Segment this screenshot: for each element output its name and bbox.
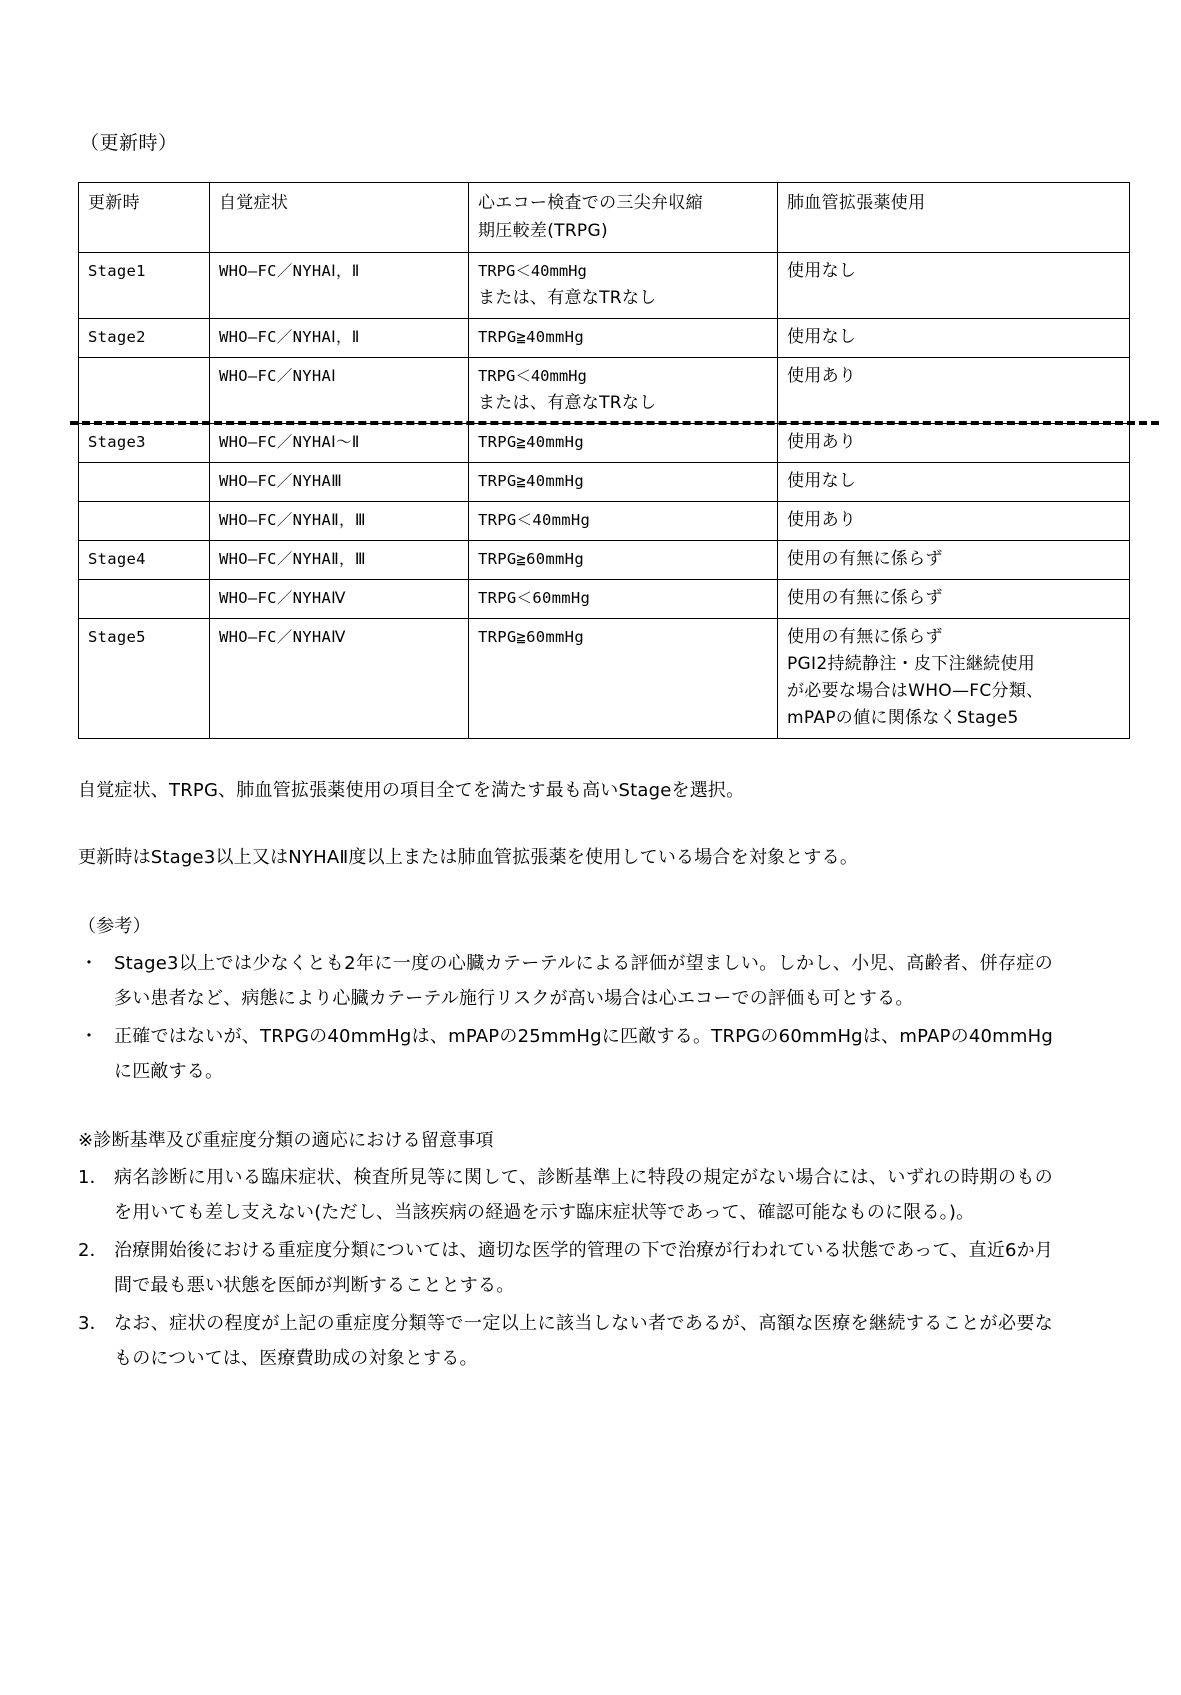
list-item [78,946,1053,1016]
list-item [78,1160,1053,1230]
cell-trpg: TRPG＜40mmHg [469,502,778,541]
table-header [79,183,1130,253]
cell-trpg: TRPG＜60mmHg [469,580,778,619]
cell-trpg: TRPG≧60mmHg [469,541,778,580]
cell-stage [79,502,210,541]
cell-drug: 使用あり [778,358,1130,424]
cell-drug-line4: mPAPの値に関係なくStage5 [787,708,1019,728]
list-item-text: なお、症状の程度が上記の重症度分類等で一定以上に該当しない者であるが、高額な医療を継続することが必要なものについては、医療費助成の対象とする。 [114,1313,1053,1369]
cell-drug: 使用の有無に係らず [778,580,1130,619]
cell-drug: 使用なし [778,319,1130,358]
table-header-row [79,183,1130,253]
cell-trpg: TRPG≧40mmHg [469,424,778,463]
cell-stage: Stage4 [79,541,210,580]
cell-trpg: TRPG≧40mmHg [469,463,778,502]
header-trpg-line1: 心エコー検査での三尖弁収縮 [478,193,703,213]
cell-drug-line3: が必要な場合はWHO—FC分類、 [787,681,1044,701]
section-label: （更新時） [80,133,178,154]
header-trpg-line2: 期圧較差(TRPG) [478,221,608,241]
cell-trpg-line2: または、有意なTRなし [478,288,657,308]
header-symptoms: 自覚症状 [210,183,469,253]
severity-table-container [78,182,1053,739]
cell-drug [778,619,1130,739]
list-item-text: 正確ではないが、TRPGの40mmHgは、mPAPの25mmHgに匹敵する。TRPGの60mmHgは、mPAPの40mmHgに匹敵する。 [114,1026,1053,1082]
cell-symptoms: WHO—FC／NYHAⅣ [210,580,469,619]
cell-stage [79,580,210,619]
cell-symptoms: WHO—FC／NYHAⅠ，Ⅱ [210,319,469,358]
cell-drug: 使用あり [778,502,1130,541]
cell-trpg-line1: TRPG＜40mmHg [478,262,587,280]
list-item-text: Stage3以上では少なくとも2年に一度の心臓カテーテルによる評価が望ましい。しかし、小児、高齢者、併存症の多い患者など、病態により心臓カテーテル施行リスクが高い場合は心エコーでの評価も可とする。 [114,953,1053,1009]
cell-drug-line1: 使用の有無に係らず [787,627,943,647]
table-row [79,424,1130,463]
cell-trpg [469,358,778,424]
cell-symptoms: WHO—FC／NYHAⅠ，Ⅱ [210,253,469,319]
header-stage: 更新時 [79,183,210,253]
list-item [78,1019,1053,1089]
bullet-marker: ・ [80,953,99,974]
table-row [79,502,1130,541]
table-row [79,580,1130,619]
cell-stage: Stage2 [79,319,210,358]
table-row [79,319,1130,358]
list-item [78,1306,1053,1376]
notes-list [78,1160,1053,1376]
reference-list [78,946,1053,1089]
cell-symptoms: WHO—FC／NYHAⅡ，Ⅲ [210,502,469,541]
cell-symptoms: WHO—FC／NYHAⅡ，Ⅲ [210,541,469,580]
cell-drug: 使用なし [778,253,1130,319]
cell-symptoms: WHO—FC／NYHAⅠ～Ⅱ [210,424,469,463]
cell-stage [79,358,210,424]
cell-stage: Stage1 [79,253,210,319]
cell-trpg: TRPG≧40mmHg [469,319,778,358]
list-item-text: 治療開始後における重症度分類については、適切な医学的管理の下で治療が行われている状態であって、直近6か月間で最も悪い状態を医師が判断することとする。 [114,1240,1053,1296]
cell-symptoms: WHO—FC／NYHAⅠ [210,358,469,424]
paragraph-selection-rule: 自覚症状、TRPG、肺血管拡張薬使用の項目全てを満たす最も高いStageを選択。 [78,780,745,801]
table-row [79,463,1130,502]
cell-trpg-line2: または、有意なTRなし [478,393,657,413]
cell-trpg: TRPG≧60mmHg [469,619,778,739]
table-row [79,619,1130,739]
paragraph-renewal-rule: 更新時はStage3以上又はNYHAⅡ度以上または肺血管拡張薬を使用している場合を対象とする。 [78,847,859,868]
reference-label: （参考） [78,916,151,937]
number-marker: 2． [78,1240,108,1261]
cell-symptoms: WHO—FC／NYHAⅢ [210,463,469,502]
severity-classification-table [78,182,1130,739]
header-drug: 肺血管拡張薬使用 [778,183,1130,253]
cell-stage [79,463,210,502]
list-item [78,1233,1053,1303]
table-body [79,253,1130,739]
stage-threshold-dashed-line [70,421,1159,425]
number-marker: 3． [78,1313,108,1334]
header-trpg [469,183,778,253]
number-marker: 1． [78,1167,108,1188]
document-content [78,132,1053,1376]
cell-drug: 使用なし [778,463,1130,502]
cell-stage: Stage3 [79,424,210,463]
cell-symptoms: WHO—FC／NYHAⅣ [210,619,469,739]
cell-drug: 使用の有無に係らず [778,541,1130,580]
cell-stage: Stage5 [79,619,210,739]
cell-trpg-line1: TRPG＜40mmHg [478,367,587,385]
bullet-marker: ・ [80,1026,99,1047]
table-row [79,253,1130,319]
table-row [79,358,1130,424]
cell-drug-line2: PGI2持続静注・皮下注継続使用 [787,654,1036,674]
cell-drug: 使用あり [778,424,1130,463]
cell-trpg [469,253,778,319]
notes-label: ※診断基準及び重症度分類の適応における留意事項 [78,1130,494,1151]
table-row [79,541,1130,580]
list-item-text: 病名診断に用いる臨床症状、検査所見等に関して、診断基準上に特段の規定がない場合には、いずれの時期のものを用いても差し支えない(ただし、当該疾病の経過を示す臨床症状等であって、確認可能なものに限る。)。 [114,1167,1053,1223]
